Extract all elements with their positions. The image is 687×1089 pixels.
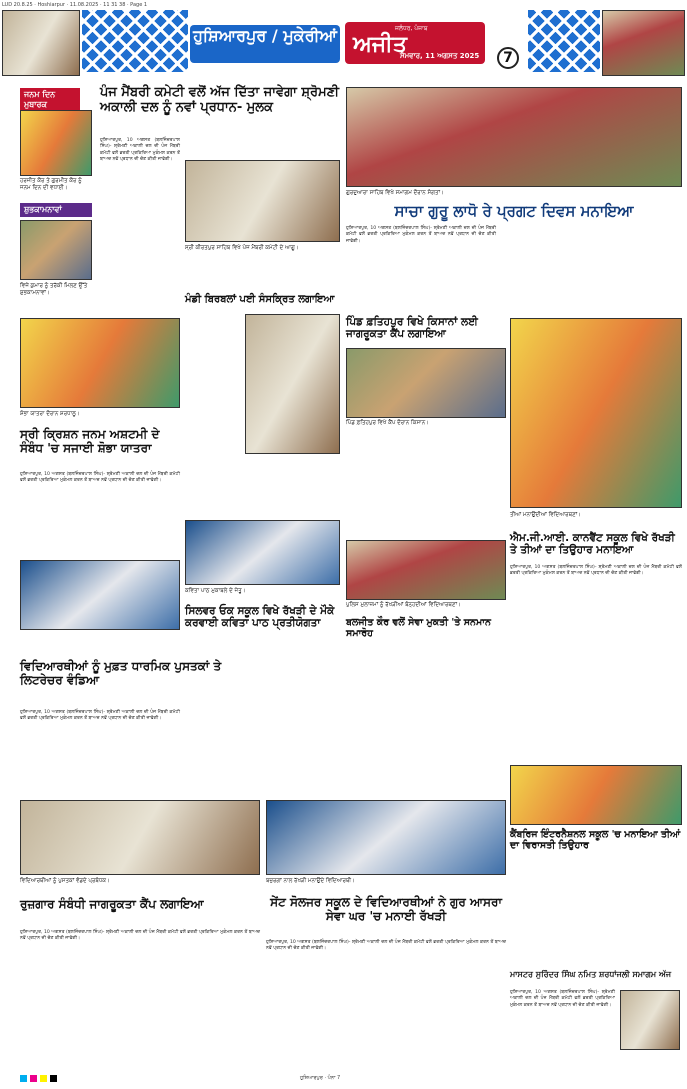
st-soldier-body: ਹੁਸ਼ਿਆਰਪੁਰ, 10 ਅਗਸਤ (ਬਲਜਿੰਦਰਪਾਲ ਸਿੰਘ)- ਸ਼੍ਰੋਮਣੀ ਅਕਾਲੀ ਦਲ ਦੀ ਪੰਜ ਮੈਂਬਰੀ ਕਮੇਟੀ ਵਲੋਂ ਭਰਤੀ ਪ੍ਰਕਿਰਿਆ ਮੁਕੰਮਲ ਕਰਨ ਤੋਂ ਬਾਅਦ ਨਵੇਂ ਪ੍ਰਧਾਨ ਦੀ ਚੋਣ ਕੀਤੀ ਜਾਵੇਗੀ। xyxy=(266,940,506,952)
cambridge-headline: ਕੈਂਬਰਿਜ ਇੰਟਰਨੈਸ਼ਨਲ ਸਕੂਲ 'ਚ ਮਨਾਇਆ ਤੀਆਂ ਦਾ ਵਿਰਾਸਤੀ ਤਿਉਹਾਰ xyxy=(510,829,681,851)
guru-ladho-caption: ਗੁਰਦੁਆਰਾ ਸਾਹਿਬ ਵਿਖੇ ਸਮਾਗਮ ਦੌਰਾਨ ਸੰਗਤਾਂ। xyxy=(346,190,444,196)
farmers-camp-caption: ਪਿੰਡ ਫ਼ਤਿਹਪੁਰ ਵਿਖੇ ਕੈਂਪ ਦੌਰਾਨ ਕਿਸਾਨ। xyxy=(346,420,429,426)
mgi-convent-headline: ਐਮ.ਜੀ.ਆਈ. ਕਾਨਵੈਂਟ ਸਕੂਲ ਵਿਖੇ ਰੱਖੜੀ ਤੇ ਤੀਆਂ ਦਾ ਤਿਉਹਾਰ ਮਨਾਇਆ xyxy=(510,532,675,557)
paper-subtitle: ਜਲੰਧਰ, ਪੰਜਾਬ xyxy=(395,25,428,32)
police-rakhi-photo xyxy=(346,540,506,600)
janmashtami-caption: ਸ਼ੋਭਾ ਯਾਤਰਾ ਦੌਰਾਨ ਸ਼ਰਧਾਲੂ। xyxy=(20,411,80,417)
congrats-label: ਸ਼ੁਭਕਾਮਨਾਵਾਂ xyxy=(20,203,92,217)
masthead-pattern xyxy=(82,10,188,72)
guru-ladho-headline: ਸਾਚਾ ਗੁਰੂ ਲਾਧੋ ਰੇ ਪ੍ਰਗਟ ਦਿਵਸ ਮਨਾਇਆ xyxy=(394,202,634,220)
police-rakhi-caption: ਪੁਲਿਸ ਮੁਲਾਜ਼ਮਾਂ ਨੂੰ ਰੱਖੜੀਆਂ ਬੰਨ੍ਹਦੀਆਂ ਵਿਦਿਆਰਥਣਾਂ। xyxy=(346,602,461,608)
mgi-convent-photo xyxy=(510,318,682,508)
students-group-photo xyxy=(20,560,180,630)
guru-ladho-body: ਹੁਸ਼ਿਆਰਪੁਰ, 10 ਅਗਸਤ (ਬਲਜਿੰਦਰਪਾਲ ਸਿੰਘ)- ਸ਼੍ਰੋਮਣੀ ਅਕਾਲੀ ਦਲ ਦੀ ਪੰਜ ਮੈਂਬਰੀ ਕਮੇਟੀ ਵਲੋਂ ਭਰਤੀ ਪ੍ਰਕਿਰਿਆ ਮੁਕੰਮਲ ਕਰਨ ਤੋਂ ਬਾਅਦ ਨਵੇਂ ਪ੍ਰਧਾਨ ਦੀ ਚੋਣ ਕੀਤੀ ਜਾਵੇਗੀ। xyxy=(346,226,496,244)
employment-headline: ਰੁਜ਼ਗਾਰ ਸੰਬੰਧੀ ਜਾਗਰੂਕਤਾ ਕੈਂਪ ਲਗਾਇਆ xyxy=(20,897,204,911)
janmashtami-photo xyxy=(20,318,180,408)
janmashtami-headline: ਸ੍ਰੀ ਕ੍ਰਿਸ਼ਨ ਜਨਮ ਅਸ਼ਟਮੀ ਦੇ ਸੰਬੰਧ 'ਚ ਸਜਾਈ ਸ਼ੋਭਾ ਯਾਤਰਾ xyxy=(20,427,160,455)
guru-ladho-photo xyxy=(346,87,682,187)
color-swatch xyxy=(40,1075,47,1082)
st-soldier-caption: ਬਜ਼ੁਰਗਾਂ ਨਾਲ ਰੱਖੜੀ ਮਨਾਉਂਦੇ ਵਿਦਿਆਰਥੀ। xyxy=(266,878,355,884)
janmashtami-body: ਹੁਸ਼ਿਆਰਪੁਰ, 10 ਅਗਸਤ (ਬਲਜਿੰਦਰਪਾਲ ਸਿੰਘ)- ਸ਼੍ਰੋਮਣੀ ਅਕਾਲੀ ਦਲ ਦੀ ਪੰਜ ਮੈਂਬਰੀ ਕਮੇਟੀ ਵਲੋਂ ਭਰਤੀ ਪ੍ਰਕਿਰਿਆ ਮੁਕੰਮਲ ਕਰਨ ਤੋਂ ਬਾਅਦ ਨਵੇਂ ਪ੍ਰਧਾਨ ਦੀ ਚੋਣ ਕੀਤੀ ਜਾਵੇਗੀ। xyxy=(20,472,180,484)
issue-date: ਸੋਮਵਾਰ, 11 ਅਗਸਤ 2025 xyxy=(400,52,480,60)
masthead xyxy=(0,10,687,80)
page-number: 7 xyxy=(497,47,519,69)
print-metadata: LUD 20.8.25 · Hoshiarpur · 11.08.2025 · 11 31 38 · Page 1 xyxy=(2,2,148,8)
silver-oak-caption: ਕਵਿਤਾ ਪਾਠ ਮੁਕਾਬਲੇ ਦੇ ਜੇਤੂ। xyxy=(185,588,246,594)
cambridge-photo xyxy=(510,765,682,825)
birthday-caption: ਹਰਜੀਤ ਕੌਰ ਤੇ ਗੁਰਮੀਤ ਕੌਰ ਨੂੰ ਜਨਮ ਦਿਨ ਦੀ ਵਧਾਈ। xyxy=(20,178,82,191)
obituary-body: ਹੁਸ਼ਿਆਰਪੁਰ, 10 ਅਗਸਤ (ਬਲਜਿੰਦਰਪਾਲ ਸਿੰਘ)- ਸ਼੍ਰੋਮਣੀ ਅਕਾਲੀ ਦਲ ਦੀ ਪੰਜ ਮੈਂਬਰੀ ਕਮੇਟੀ ਵਲੋਂ ਭਰਤੀ ਪ੍ਰਕਿਰਿਆ ਮੁਕੰਮਲ ਕਰਨ ਤੋਂ ਬਾਅਦ ਨਵੇਂ ਪ੍ਰਧਾਨ ਦੀ ਚੋਣ ਕੀਤੀ ਜਾਵੇਗੀ। xyxy=(510,990,615,1008)
paper-name: ਅਜੀਤ xyxy=(353,32,407,57)
lead-headline: ਪੰਜ ਮੈਂਬਰੀ ਕਮੇਟੀ ਵਲੋਂ ਅੱਜ ਦਿੱਤਾ ਜਾਵੇਗਾ ਸ਼੍ਰੋਮਣੀ ਅਕਾਲੀ ਦਲ ਨੂੰ ਨਵਾਂ ਪ੍ਰਧਾਨ- ਮੁਲਕ xyxy=(100,85,340,115)
st-soldier-photo xyxy=(266,800,506,875)
silver-oak-headline: ਸਿਲਵਰ ਓਕ ਸਕੂਲ ਵਿਖੇ ਰੱਖੜੀ ਦੇ ਮੌਕੇ ਕਰਵਾਈ ਕਵਿਤਾ ਪਾਠ ਪ੍ਰਤੀਯੋਗਤਾ xyxy=(185,605,335,630)
police-rakhi-headline: ਬਲਜੀਤ ਕੌਰ ਵਲੋਂ ਸੇਵਾ ਮੁਕਤੀ 'ਤੇ ਸਨਮਾਨ ਸਮਾਰੋਹ xyxy=(346,617,491,639)
birthday-label: ਜਨਮ ਦਿਨ ਮੁਬਾਰਕ xyxy=(20,88,80,112)
books-headline: ਵਿਦਿਆਰਥੀਆਂ ਨੂੰ ਮੁਫ਼ਤ ਧਾਰਮਿਕ ਪੁਸਤਕਾਂ ਤੇ ਲਿਟਰੇਚਰ ਵੰਡਿਆ xyxy=(20,659,222,687)
color-swatch xyxy=(30,1075,37,1082)
farmers-camp-photo xyxy=(346,348,506,418)
footer xyxy=(0,1073,687,1087)
congrats-photo xyxy=(20,220,92,280)
color-swatch xyxy=(20,1075,27,1082)
mgi-convent-caption: ਤੀਆਂ ਮਨਾਉਂਦੀਆਂ ਵਿਦਿਆਰਥਣਾਂ। xyxy=(510,512,581,518)
employment-body: ਹੁਸ਼ਿਆਰਪੁਰ, 10 ਅਗਸਤ (ਬਲਜਿੰਦਰਪਾਲ ਸਿੰਘ)- ਸ਼੍ਰੋਮਣੀ ਅਕਾਲੀ ਦਲ ਦੀ ਪੰਜ ਮੈਂਬਰੀ ਕਮੇਟੀ ਵਲੋਂ ਭਰਤੀ ਪ੍ਰਕਿਰਿਆ ਮੁਕੰਮਲ ਕਰਨ ਤੋਂ ਬਾਅਦ ਨਵੇਂ ਪ੍ਰਧਾਨ ਦੀ ਚੋਣ ਕੀਤੀ ਜਾਵੇਗੀ। xyxy=(20,930,260,942)
masthead-photo-right xyxy=(602,10,685,76)
books-caption: ਵਿਦਿਆਰਥੀਆਂ ਨੂੰ ਪੁਸਤਕਾਂ ਵੰਡਦੇ ਪ੍ਰਬੰਧਕ। xyxy=(20,878,110,884)
lead-body: ਹੁਸ਼ਿਆਰਪੁਰ, 10 ਅਗਸਤ (ਬਲਜਿੰਦਰਪਾਲ ਸਿੰਘ)- ਸ਼੍ਰੋਮਣੀ ਅਕਾਲੀ ਦਲ ਦੀ ਪੰਜ ਮੈਂਬਰੀ ਕਮੇਟੀ ਵਲੋਂ ਭਰਤੀ ਪ੍ਰਕਿਰਿਆ ਮੁਕੰਮਲ ਕਰਨ ਤੋਂ ਬਾਅਦ ਨਵੇਂ ਪ੍ਰਧਾਨ ਦੀ ਚੋਣ ਕੀਤੀ ਜਾਵੇਗੀ। xyxy=(100,138,180,163)
masthead-photo-left xyxy=(2,10,80,76)
books-body: ਹੁਸ਼ਿਆਰਪੁਰ, 10 ਅਗਸਤ (ਬਲਜਿੰਦਰਪਾਲ ਸਿੰਘ)- ਸ਼੍ਰੋਮਣੀ ਅਕਾਲੀ ਦਲ ਦੀ ਪੰਜ ਮੈਂਬਰੀ ਕਮੇਟੀ ਵਲੋਂ ਭਰਤੀ ਪ੍ਰਕਿਰਿਆ ਮੁਕੰਮਲ ਕਰਨ ਤੋਂ ਬਾਅਦ ਨਵੇਂ ਪ੍ਰਧਾਨ ਦੀ ਚੋਣ ਕੀਤੀ ਜਾਵੇਗੀ। xyxy=(20,710,180,722)
lead-photo xyxy=(185,160,340,242)
st-soldier-headline: ਸੇਂਟ ਸੋਲਜਰ ਸਕੂਲ ਦੇ ਵਿਦਿਆਰਥੀਆਂ ਨੇ ਗੁਰ ਆਸਰਾ ਸੇਵਾ ਘਰ 'ਚ ਮਨਾਈ ਰੱਖੜੀ xyxy=(270,895,502,923)
congrats-caption: ਵਿਜੇ ਕੁਮਾਰ ਨੂੰ ਤਰੱਕੀ ਮਿਲਣ ਉੱਤੇ ਸ਼ੁਭਕਾਮਨਾਵਾਂ। xyxy=(20,283,88,296)
lead-caption: ਸ੍ਰੀ ਕੀਰਤਪੁਰ ਸਾਹਿਬ ਵਿਖੇ ਪੰਜ ਮੈਂਬਰੀ ਕਮੇਟੀ ਦੇ ਆਗੂ। xyxy=(185,245,299,251)
footer-text: ਹੁਸ਼ਿਆਰਪੁਰ · ਪੰਨਾ 7 xyxy=(300,1075,341,1081)
silver-oak-photo xyxy=(185,520,340,585)
birthday-photo xyxy=(20,110,92,176)
mgi-convent-body: ਹੁਸ਼ਿਆਰਪੁਰ, 10 ਅਗਸਤ (ਬਲਜਿੰਦਰਪਾਲ ਸਿੰਘ)- ਸ਼੍ਰੋਮਣੀ ਅਕਾਲੀ ਦਲ ਦੀ ਪੰਜ ਮੈਂਬਰੀ ਕਮੇਟੀ ਵਲੋਂ ਭਰਤੀ ਪ੍ਰਕਿਰਿਆ ਮੁਕੰਮਲ ਕਰਨ ਤੋਂ ਬਾਅਦ ਨਵੇਂ ਪ੍ਰਧਾਨ ਦੀ ਚੋਣ ਕੀਤੀ ਜਾਵੇਗੀ। xyxy=(510,565,682,577)
farmers-camp-headline: ਪਿੰਡ ਫ਼ਤਿਹਪੁਰ ਵਿਖੇ ਕਿਸਾਨਾਂ ਲਈ ਜਾਗਰੂਕਤਾ ਕੈਂਪ ਲਗਾਇਆ xyxy=(346,316,478,341)
edition-title: ਹੁਸ਼ਿਆਰਪੁਰ / ਮੁਕੇਰੀਆਂ xyxy=(190,25,340,63)
masthead-pattern xyxy=(528,10,600,72)
books-photo xyxy=(20,800,260,875)
color-swatch xyxy=(50,1075,57,1082)
obituary-headline: ਮਾਸਟਰ ਸੁਰਿੰਦਰ ਸਿੰਘ ਨਮਿਤ ਸ਼ਰਧਾਂਜਲੀ ਸਮਾਗਮ ਅੱਜ xyxy=(510,970,672,979)
paper-logo xyxy=(345,22,485,64)
obituary-photo xyxy=(620,990,680,1050)
mushaira-headline: ਮੰਡੀ ਬਿਰਬਲਾਂ ਪਈ ਸੰਸਕ੍ਰਿਤ ਲਗਾਇਆ xyxy=(185,294,335,305)
mushaira-photo xyxy=(245,314,340,454)
